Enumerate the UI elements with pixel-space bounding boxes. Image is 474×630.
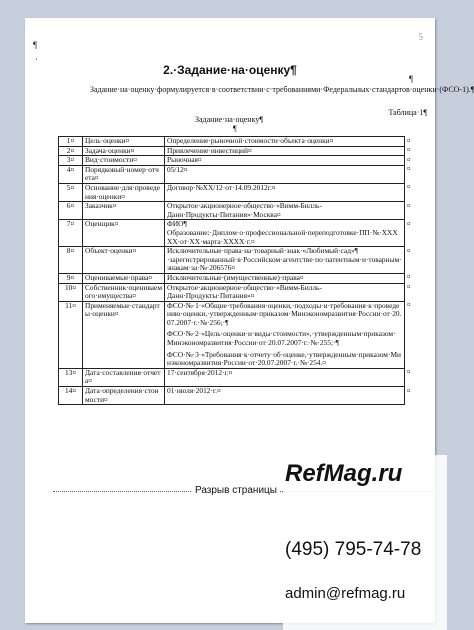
table-row	[59, 220, 413, 247]
table-row	[59, 202, 413, 220]
row-label: Применяемые·стандарты·оценки¤	[83, 301, 165, 368]
row-number: 9¤	[59, 273, 83, 283]
table-row	[59, 368, 413, 386]
row-end-mark: ¤	[407, 386, 411, 395]
table-row	[59, 387, 413, 405]
value-line: Рыночная¤	[167, 155, 202, 165]
row-number: 10¤	[59, 283, 83, 301]
table-row	[59, 156, 413, 166]
row-end-mark: ¤	[407, 165, 411, 174]
section-heading: 2.·Задание·на·оценку¶	[163, 63, 297, 77]
row-label: Цель·оценки¤	[83, 137, 165, 147]
row-label: Задача·оценки¤	[83, 146, 165, 156]
row-value	[165, 301, 405, 368]
table-row	[59, 301, 413, 368]
value-line: Открытое·акционерное·общество·«Вимм-Билль-Данн·Продукты·Питания»·Москва¤	[167, 201, 322, 219]
row-label: Собственник·оцениваемого·имущества¤	[83, 283, 165, 301]
row-end-mark: ¤	[407, 136, 411, 145]
table-row	[59, 137, 413, 147]
row-number: 7¤	[59, 220, 83, 247]
watermark-phone: (495) 795-74-78	[285, 539, 422, 560]
intro-paragraph: Задание·на·оценку·формулируется·в·соответствии·с·требованиями·Федеральных·стандартов·оценки·(ФСО-1).¶	[90, 85, 474, 94]
value-line: 01·июля·2012·г.¤	[167, 386, 221, 396]
table-title: Задание·на·оценку¶	[195, 115, 263, 124]
row-label: Оцениваемые·права¤	[83, 273, 165, 283]
assignment-table	[58, 136, 413, 405]
value-line: Образование:·Диплом·о·профессиональной·переподготовке·ПП·№·ХХХХХ·от·ХХ·марта·ХХХХ·г.¤	[167, 227, 398, 246]
row-label: Вид·стоимости¤	[83, 156, 165, 166]
row-label: Основание·для·проведения·оценки¤	[83, 183, 165, 201]
table-row	[59, 183, 413, 201]
value-line: Определение·рыночной·стоимости·объекта·оценки¤	[167, 136, 334, 145]
row-label: Дата·определения·стоимости¤	[83, 387, 165, 405]
value-line: 05/12¤	[167, 164, 188, 174]
table-row	[59, 273, 413, 283]
row-end-mark: ¤	[407, 283, 411, 291]
bullet-dot: ·	[35, 54, 38, 64]
value-line: ФСО·№·3·«Требования·к·отчету·об·оценке,·утвержденным·приказом·Минэкономразвития·России·от·20.07.2007·г.·№·254.¤	[167, 349, 401, 368]
page-number: 5	[418, 32, 423, 42]
row-value	[165, 202, 405, 220]
row-number: 4¤	[59, 165, 83, 183]
value-line: Открытое·акционерное·общество·«Вимм-Билль-Данн·Продукты·Питания»¤	[167, 282, 322, 301]
row-end-mark: ¤	[407, 368, 411, 377]
row-value	[165, 368, 405, 386]
value-line: ФСО·№·2·«Цель·оценки·и·виды·стоимости»,·утвержденным·приказом·Минэкономразвития·России·от·20.07.2007·г.·№·255;·¶	[167, 329, 396, 348]
row-value	[165, 183, 405, 201]
watermark-email: admin@refmag.ru	[285, 585, 406, 602]
row-number: 14¤	[59, 387, 83, 405]
row-value	[165, 156, 405, 166]
value-line: Исключительные·(имущественные)·права¤	[167, 272, 304, 282]
value-line: 17·сентября·2012·г.¤	[167, 367, 233, 377]
row-label: Дата·составления·отчета¤	[83, 368, 165, 386]
row-value	[165, 220, 405, 247]
row-label: Порядковый·номер·отчета¤	[83, 165, 165, 183]
table-caption: Таблица·1¶	[388, 108, 427, 117]
row-value	[165, 283, 405, 301]
page-break-label: Разрыв страницы	[192, 485, 280, 496]
row-number: 5¤	[59, 183, 83, 201]
row-label: Оценщик¤	[83, 220, 165, 247]
row-number: 13¤	[59, 368, 83, 386]
row-end-mark: ¤	[407, 219, 411, 228]
row-end-mark: ¤	[407, 246, 411, 255]
row-number: 8¤	[59, 247, 83, 274]
row-end-mark: ¤	[407, 155, 411, 164]
value-line: Исключительные·права·на·товарный·знак·«Любимый·сад»¶	[167, 246, 358, 256]
row-value	[165, 273, 405, 283]
row-end-mark: ¤	[407, 201, 411, 210]
row-end-mark: ¤	[407, 146, 411, 155]
row-end-mark: ¤	[407, 183, 411, 192]
row-value	[165, 137, 405, 147]
value-line: Привлечение·инвестиций¤	[167, 145, 252, 155]
row-label: Объект·оценки¤	[83, 247, 165, 274]
row-value	[165, 165, 405, 183]
value-line: ·зарегистрированный·в·Российском·агентстве·по·патентным·и·товарным·знакам·за·№·206576¤	[167, 254, 402, 273]
row-number: 6¤	[59, 202, 83, 220]
pilcrow-mark: ¶	[33, 40, 38, 50]
row-label: Заказчик¤	[83, 202, 165, 220]
row-value	[165, 247, 405, 274]
value-line: ФСО·№·1·«Общие·требования·оценки,·подходы·и·требования·к·проведению·оценки,·утвержденным·приказом·Минэкономразвития·России·от·20.07.2007·г.·№·256;·¶	[167, 300, 402, 327]
row-number: 3¤	[59, 156, 83, 166]
row-number: 11¤	[59, 301, 83, 368]
row-end-mark: ¤	[407, 273, 411, 282]
pilcrow-mark: ¶	[409, 74, 414, 84]
table-row	[59, 165, 413, 183]
pilcrow-mark: ¶	[233, 124, 237, 133]
refmag-watermark	[283, 455, 447, 630]
value-line: Договор·№ХХ/12·от·14.09.2012г.¤	[167, 182, 276, 192]
value-line: ФИО¶	[167, 219, 187, 229]
table-row	[59, 247, 413, 274]
table-row	[59, 283, 413, 301]
row-end-mark: ¤	[407, 301, 411, 310]
watermark-site: RefMag.ru	[285, 460, 403, 487]
row-number: 1¤	[59, 137, 83, 147]
row-value	[165, 387, 405, 405]
row-number: 2¤	[59, 146, 83, 156]
